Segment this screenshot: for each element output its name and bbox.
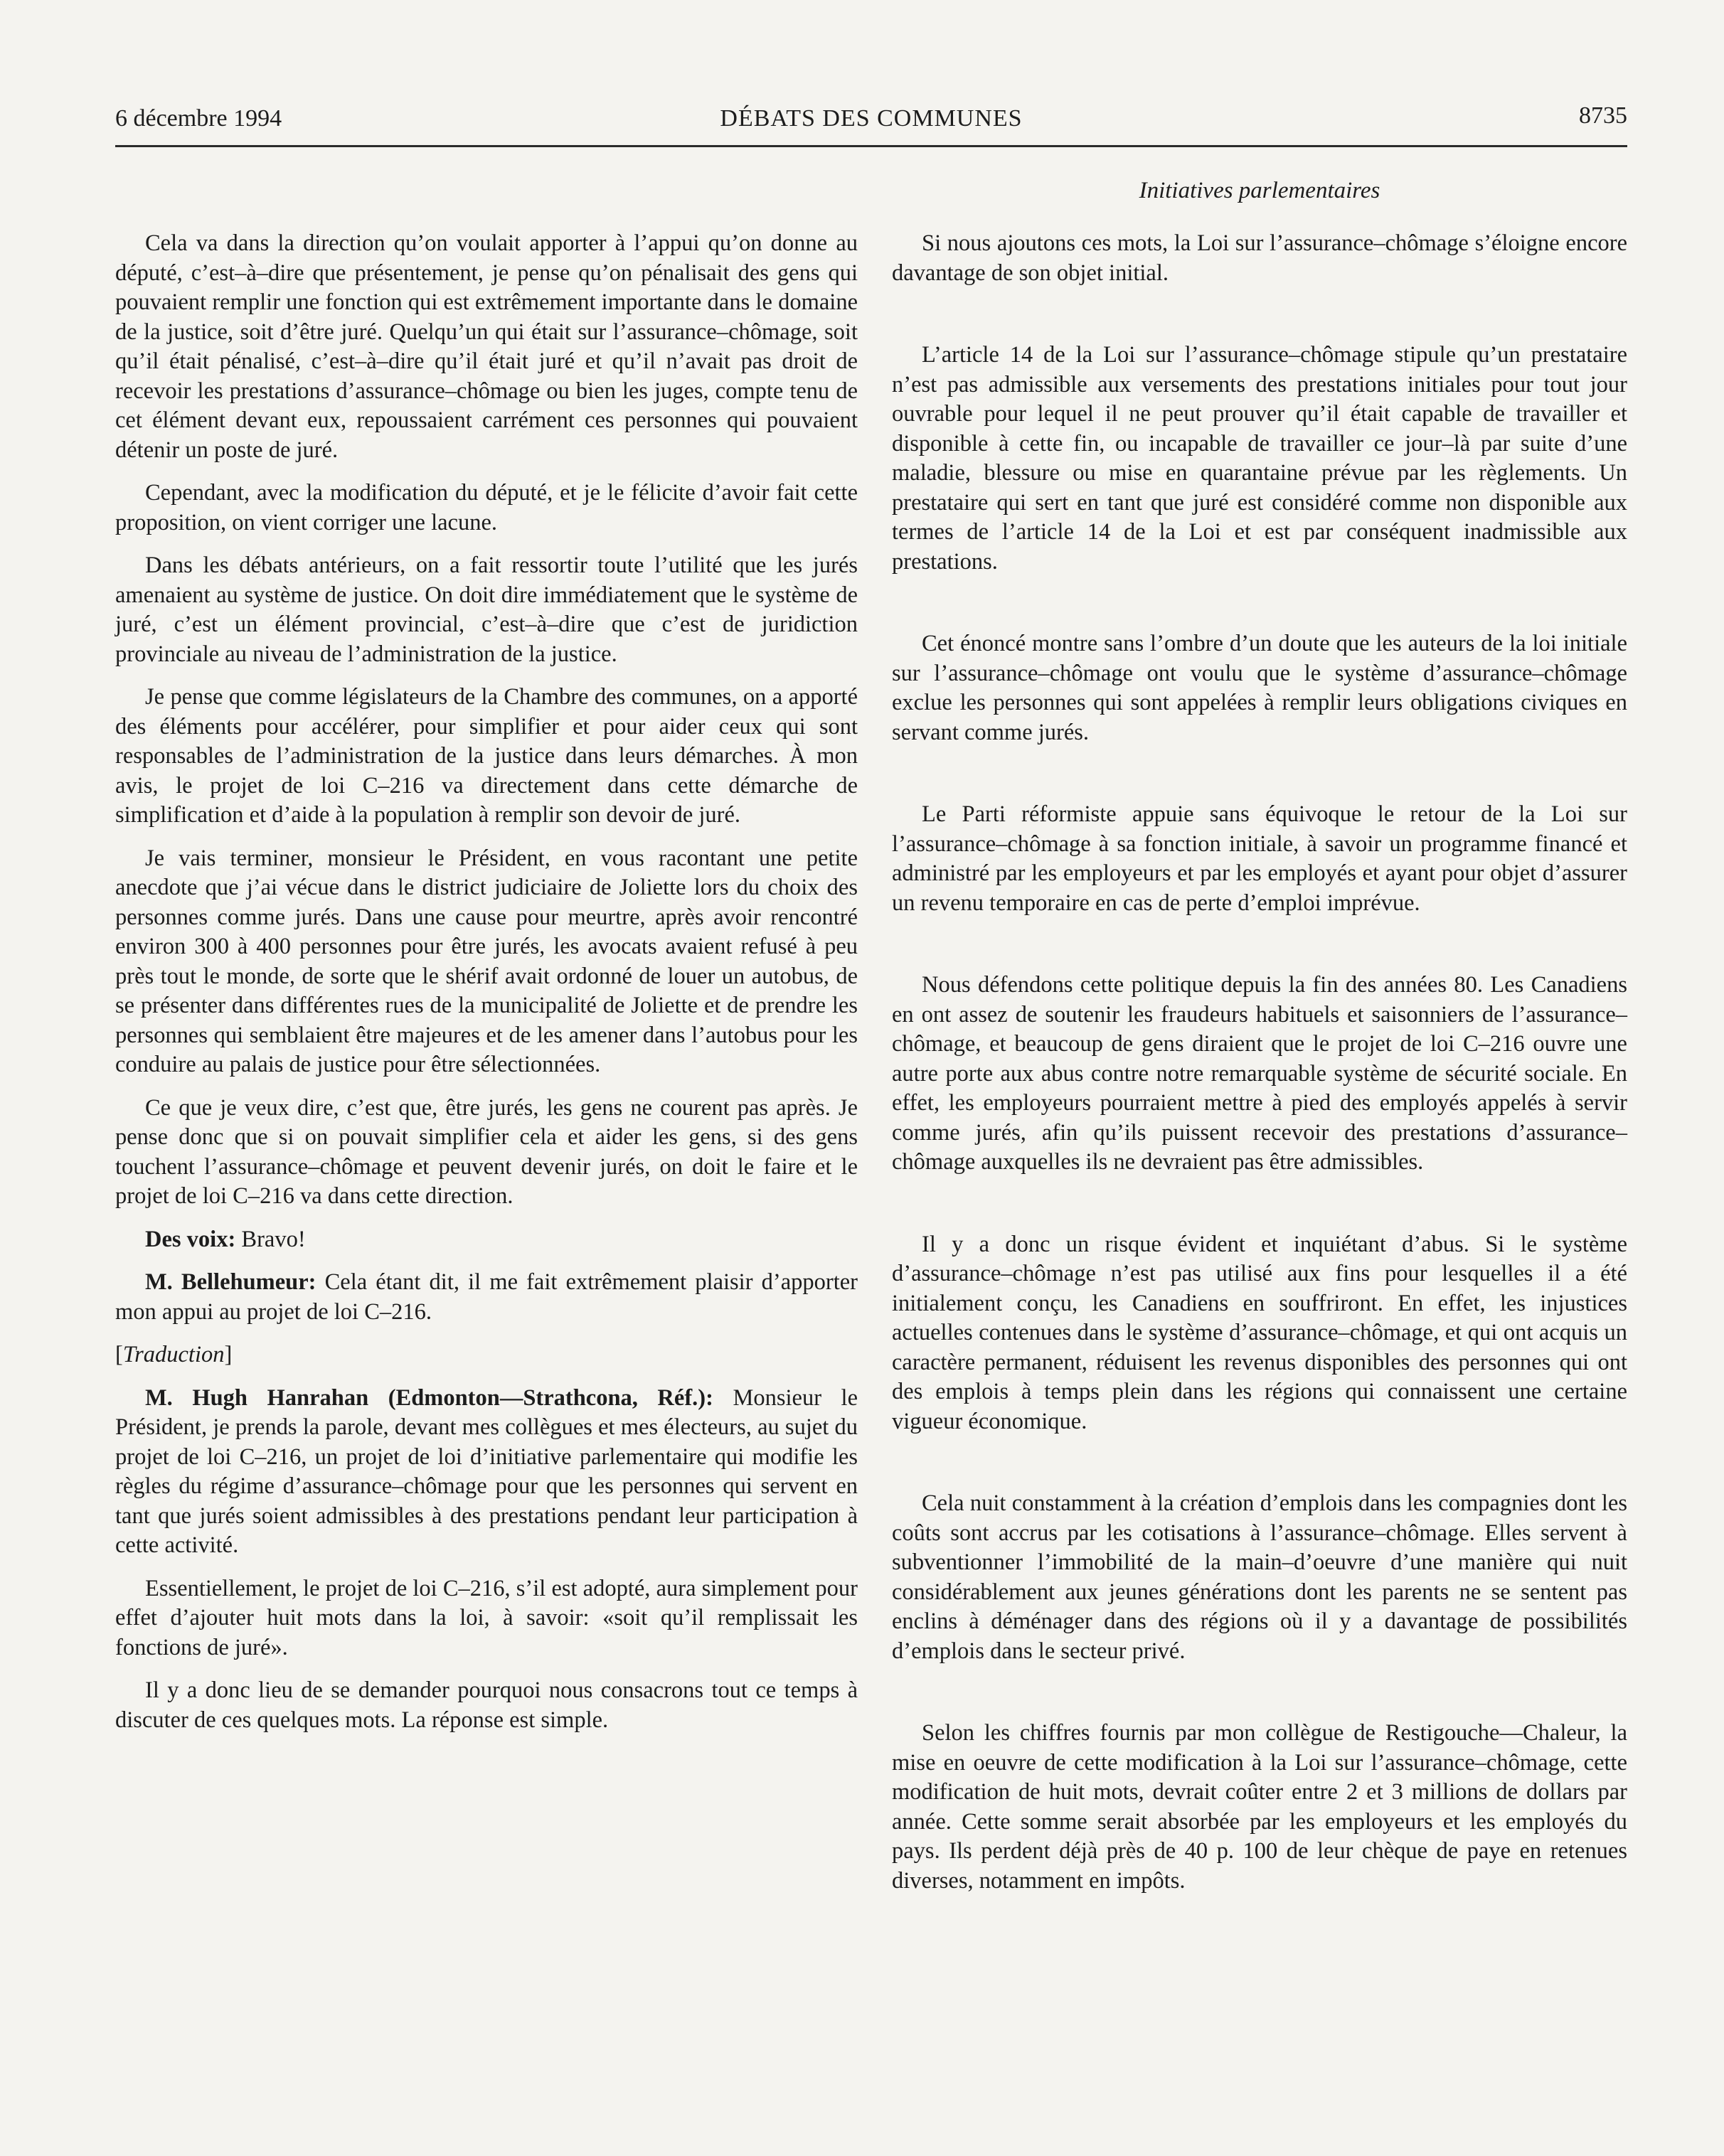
right-column [892,229,1627,1948]
paragraph: Cependant, avec la modification du député, et je le félicite d’avoir fait cette proposition, on vient corriger une lacune. [115,480,858,535]
paragraph: Ce que je veux dire, c’est que, être jurés, les gens ne courent pas après. Je pense donc que si on pouvait simplifier cela et aider les gens, si des gens touchent l’assurance–chômage et peuvent devenir jurés, on doit le faire et le projet de loi C–216 va dans cette direction. [115,1094,858,1209]
page-header [115,102,1627,145]
speaker-paragraph: M. Hugh Hanrahan (Edmonton—Strathcona, Réf.): Monsieur le Président, je prends la parole, devant mes collègues et mes électeurs, au sujet du projet de loi C–216, un projet de loi d’initiative parlementaire qui modifie les règles du régime d’assurance–chômage pour que les personnes qui servent en tant que jurés soient admissibles à des prestations pendant leur participation à cette activité. [115,1384,858,1558]
speaker-name: M. Hugh Hanrahan (Edmonton—Strathcona, Réf.): [145,1384,713,1411]
header-rule [115,145,1627,147]
speaker-name: Des voix: [145,1226,236,1252]
paragraph: Je vais terminer, monsieur le Président, en vous racontant une petite anecdote que j’ai vécue dans le district judiciaire de Joliette lors du choix des personnes comme jurés. Dans une cause pour meurtre, après avoir rencontré environ 300 à 400 personnes pour être jurés, les avocats avaient refusé à peu près tout le monde, de sorte que le shérif avait ordonné de louer un autobus, de se présenter dans différentes rues de la municipalité de Joliette et de prendre les personnes qui semblaient être majeures et de les amener dans l’autobus pour les conduire au palais de justice pour être sélectionnées. [115,845,858,1077]
section-rubric: Initiatives parlementaires [1139,178,1380,203]
page-number: 8735 [1579,102,1627,129]
paragraph: Dans les débats antérieurs, on a fait ressortir toute l’utilité que les jurés amenaient au système de justice. On doit dire immédiatement que le système de juré, c’est un élément provincial, c’est–à–dire que c’est de juridiction provinciale au niveau de l’administration de la justice. [115,553,858,667]
paragraph: Il y a donc un risque évident et inquiétant d’abus. Si le système d’assurance–chômage n’est pas utilisé aux fins pour lesquelles il a été initialement conçu, les Canadiens en souffriront. En effet, les injustices actuelles contenues dans le système d’assurance–chômage, et qui ont acquis un caractère permanent, réduisent les revenus disponibles des personnes qui ont des emplois à temps plein dans les régions qui connaissent une certaine vigueur économique. [892,1231,1627,1434]
speaker-name: M. Bellehumeur: [145,1269,316,1295]
paragraph: Je pense que comme législateurs de la Chambre des communes, on a apporté des éléments pour accélérer, pour simplifier et pour aider ceux qui sont responsables de l’administration de la justice dans leurs démarches. À mon avis, le projet de loi C–216 va directement dans cette démarche de simplification et d’aide à la population à remplir son devoir de juré. [115,684,858,828]
paragraph: Selon les chiffres fournis par mon collègue de Restigouche—Chaleur, la mise en oeuvre de cette modification à la Loi sur l’assurance–chômage, cette modification de huit mots, devrait coûter entre 2 et 3 millions de dollars par année. Cette somme serait absorbée par les employeurs et les employés du pays. Ils perdent déjà près de 40 p. 100 de leur chèque de paye en retenues diverses, notamment en impôts. [892,1720,1627,1894]
header-title: DÉBATS DES COMMUNES [720,105,1023,132]
left-column [115,229,858,1749]
paragraph: Si nous ajoutons ces mots, la Loi sur l’assurance–chômage s’éloigne encore davantage de son objet initial. [892,230,1627,286]
paragraph: L’article 14 de la Loi sur l’assurance–chômage stipule qu’un prestataire n’est pas admissible aux versements des prestations initiales pour tout jour ouvrable pour lequel il ne peut prouver qu’il était capable de travailler et disponible à cette fin, ou incapable de travailler ce jour–là par suite d’une maladie, blessure ou mise en quarantaine prévue par les règlements. Un prestataire qui sert en tant que juré est considéré comme non disponible aux termes de l’article 14 de la Loi et est par conséquent inadmissible aux prestations. [892,342,1627,575]
paragraph: Nous défendons cette politique depuis la fin des années 80. Les Canadiens en ont assez de soutenir les fraudeurs habituels et saisonniers de l’assurance–chômage, et beaucoup de gens diraient que le projet de loi C–216 ouvre une autre porte aux abus contre notre remarquable système de sécurité sociale. En effet, les employeurs pourraient mettre à pied des employés appelés à servir comme jurés, afin qu’ils puissent recevoir des prestations d’assurance–chômage auxquelles ils ne devraient pas être admissibles. [892,972,1627,1175]
paragraph: Cela va dans la direction qu’on voulait apporter à l’appui qu’on donne au député, c’est–à–dire que présentement, je pense qu’on pénalisait des gens qui pouvaient remplir une fonction qui est extrêmement importante dans le domaine de la justice, soit d’être juré. Quelqu’un qui était sur l’assurance–chômage, soit qu’il était pénalisé, c’est–à–dire qu’il était juré et qu’il n’avait pas droit de recevoir les prestations d’assurance–chômage ou bien les juges, compte tenu de cet élément devant eux, repoussaient carrément ces personnes qui pouvaient détenir un poste de juré. [115,230,858,463]
speaker-paragraph: M. Bellehumeur: Cela étant dit, il me fait extrêmement plaisir d’apporter mon appui au projet de loi C–216. [115,1269,858,1325]
paragraph: Le Parti réformiste appuie sans équivoque le retour de la Loi sur l’assurance–chômage à sa fonction initiale, à savoir un programme financé et administré par les employeurs et par les employés et ayant pour objet d’assurer un revenu temporaire en cas de perte d’emploi imprévue. [892,801,1627,916]
speaker-paragraph: Des voix: Bravo! [145,1226,306,1252]
paragraph: Cela nuit constamment à la création d’emplois dans les compagnies dont les coûts sont accrus par les cotisations à l’assurance–chômage. Elles servent à subventionner l’immobilité de la main–d’oeuvre d’une manière qui nuit considérablement aux jeunes générations dont les parents ne se sentent pas enclins à déménager dans des régions où il y a davantage de possibilités d’emplois dans le secteur privé. [892,1490,1627,1664]
paragraph: Essentiellement, le projet de loi C–216, s’il est adopté, aura simplement pour effet d’ajouter huit mots dans la loi, à savoir: «soit qu’il remplissait les fonctions de juré». [115,1575,858,1660]
translation-tag: [Traduction] [115,1342,233,1367]
header-date: 6 décembre 1994 [115,105,282,132]
paragraph: Cet énoncé montre sans l’ombre d’un doute que les auteurs de la loi initiale sur l’assurance–chômage ont voulu que le système d’assurance–chômage exclue les personnes qui sont appelées à remplir leurs obligations civiques en servant comme jurés. [892,631,1627,745]
paragraph: Il y a donc lieu de se demander pourquoi nous consacrons tout ce temps à discuter de ces quelques mots. La réponse est simple. [115,1677,858,1733]
